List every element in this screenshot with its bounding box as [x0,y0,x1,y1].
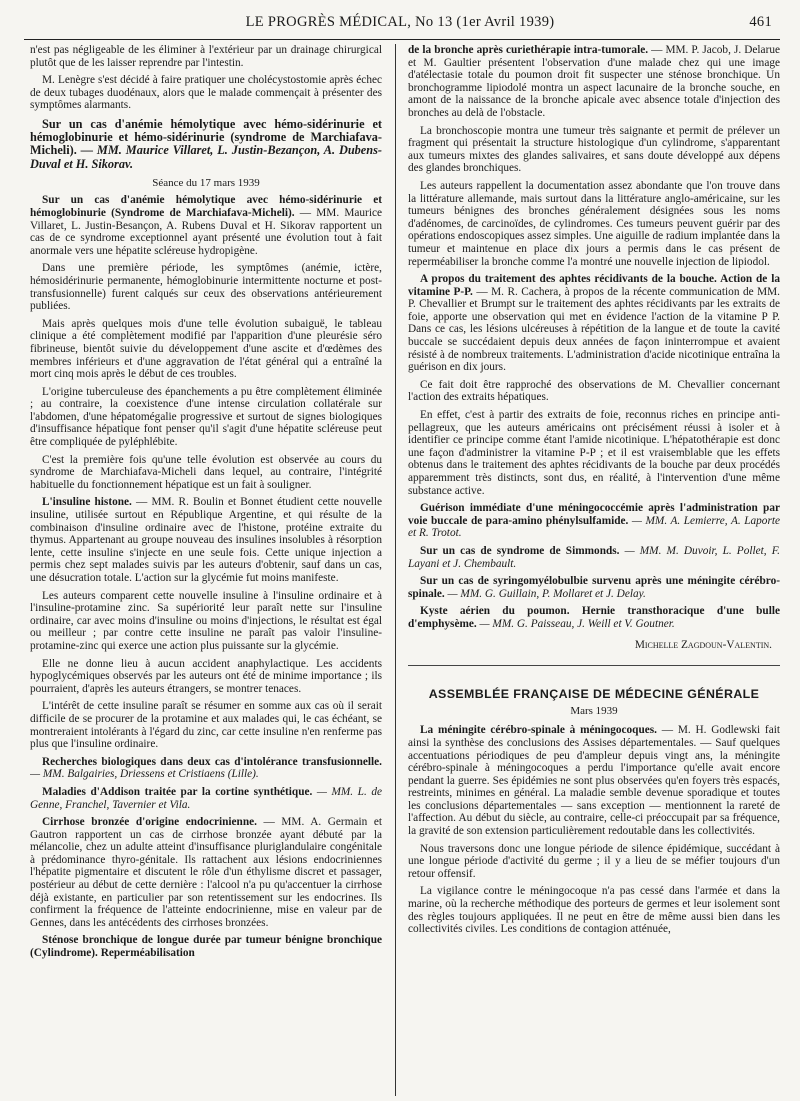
section-text: — MM. G. Paisseau, J. Weill et V. Goutner. [476,617,675,630]
section-title: Sur un cas de syndrome de Simmonds. [420,544,620,557]
column-divider [395,44,396,1096]
paragraph: Dans une première période, les symptômes (anémie, ictère, hémosidérinurie permanente, hémoglobinurie intermittente nocturne et post-transfusionnelle) furent calqués sur ceux des observations antérieurement publiées. [30,262,382,313]
paragraph [30,756,382,781]
paragraph: M. Lenègre s'est décidé à faire pratiquer une cholécystostomie après échec de deux tubages duodénaux, alors que le malade commençait à présenter des symptômes alarmants. [30,74,382,112]
assembly-title: ASSEMBLÉE FRANÇAISE DE MÉDECINE GÉNÉRALE [428,687,760,702]
paragraph: Mais après quelques mois d'une telle évolution subaiguë, le tableau clinique a été complètement modifié par l'apparition d'une pleurésie séro fibrineuse, bientôt suivie du développement d'une ascite et d'œdèmes des membres inférieurs et d'une aggravation de l'état général qui a entraîné la mort cinq mois après le début de ces troubles. [30,317,382,381]
section-text: — M. R. Cachera, à propos de la récente communication de MM. P. Chevallier et Brumpt sur le traitement des aphtes récidivants par les extraits de foie, apporte une observation qui met en évidence l'action de la vitamine P P. Dans ce cas, les lésions ulcéreuses à répétition de la langue et de toute la cavité buccale se succédaient depuis deux années de façon ininterrompue et avaient résisté à de nombreux traitements. L'administration d'acide nicotinique entraîna la guérison en dix jours. [408,285,780,374]
section-text: — MM. G. Guillain, P. Mollaret et J. Delay. [444,587,646,600]
section-rule [408,665,780,666]
paragraph [408,605,780,630]
section-text: — MM. P. Jacob, J. Delarue et M. Gaultier présentent l'observation d'une malade chez qui une image d'atélectasie totale du poumon droit fit suspecter une sténose bronchique. Un bronchogramme lipiodolé montra un aspect lacunaire de la bronche souche, en amont de la naissance de la bronche apicale avec absence totale d'injection des bronches au delà de l'obstacle. [408,44,780,119]
paragraph [408,545,780,570]
paragraph: Nous traversons donc une longue période de silence épidémique, succédant à une longue période d'activité du germe ; il y a lieu de se méfier toujours d'un retour offensif. [408,842,780,880]
section-text: — MM. Balgairies, Driessens et Cristiaens (Lille). [30,768,259,781]
paragraph: La bronchoscopie montra une tumeur très saignante et permit de prélever un fragment qui présentait la structure histologique d'un cylindrome, s'apparentant aux tumeurs mixtes des glandes salivaires, et sans doute développé aux dépens des glandes bronchiques. [408,124,780,175]
header-rule [24,39,780,40]
paragraph [30,816,382,929]
paragraph [408,44,780,120]
paragraph: En effet, c'est à partir des extraits de foie, reconnus riches en principe anti-pellagreux, que les auteurs américains ont précisément réussi à isoler et à identifier ce principe comme étant l'amide nicotinique. L'hépatothérapie est donc une façon d'administrer la vitamine P-P ; et il est vraisemblable que les effets obtenus dans le traitement des aphtes récidivants de la bouche par deux procédés apparemment très distincts, sont dus, en réalité, à l'intervention d'une même substance active. [408,409,780,497]
paragraph: Les auteurs rappellent la documentation assez abondante que l'on trouve dans la littérature allemande, mais surtout dans la littérature anglo-américaine, sur les tumeurs bénignes des bronches généralement désignées sous les noms d'adénomes, de carcinoïdes, de cylindromes. Ces tumeurs peuvent guérir par des opérations endoscopiques assez simples. Une aiguille de radium implantée dans la tumeur et maintenue en place dix jours a permis dans le cas présent de reperméabiliser la bronche comme l'a montré une nouvelle injection de lipiodol. [408,179,780,268]
paragraph: Les auteurs comparent cette nouvelle insuline à l'insuline ordinaire et à l'insuline-protamine zinc. Sa supériorité leur paraît nette sur l'insuline ordinaire, car avec moins d'insuline ou moins d'injections, le résultat est égal ou meilleur ; par contre cette insuline ne paraît pas valoir l'insuline-protamine-zinc qui exerce une action plus puissante sur la glycémie. [30,589,382,652]
paragraph: n'est pas négligeable de les éliminer à l'extérieur par un drainage chirurgical plutôt que de les laisser reprendre par l'intestin. [30,44,382,69]
session-date: Séance du 17 mars 1939 [152,176,260,189]
section-title: de la bronche après curiethérapie intra-tumorale. [408,44,649,56]
author-signature: Michelle Zagdoun-Valentin. [634,638,772,651]
section-authors: — MM. Maurice Villaret, L. Justin-Bezançon, A. Dubens-Duval et H. Sikorav. [30,143,382,171]
paragraph [30,194,382,257]
paragraph [30,786,382,811]
section-title: A propos du traitement des aphtes récidivants de la bouche. Action de la vitamine P-P. [408,273,780,298]
paragraph [408,273,780,374]
paragraph [30,496,382,584]
page-header [28,14,772,36]
section-title: Sur un cas de syringomyélobulbie survenu après une méningite cérébro-spinale. [408,575,780,600]
paragraph [30,934,382,959]
section-title: Sur un cas d'anémie hémolytique avec hémo-sidérinurie et hémoglobinurie (Syndrome de Marchiafava-Micheli). [30,194,382,219]
paragraph: C'est la première fois qu'une telle évolution est observée au cours du syndrome de Marchiafava-Micheli dans lequel, au contraire, l'intégrité habituelle du fonctionnement hépatique est un fait à souligner. [30,453,382,491]
paragraph [408,502,780,540]
section-title: Guérison immédiate d'une méningococcémie après l'administration par voie buccale de para-amino phénylsulfamide. [408,502,780,527]
section-title: Sur un cas d'anémie hémolytique avec hémo-sidérinurie et hémoglobinurie et hémo-sidérinurie (syndrome de Marchiafava-Micheli). [30,116,382,158]
paragraph [408,724,780,837]
section-text: — MM. M. Duvoir, L. Pollet, F. Layani et J. Chembault. [408,544,780,570]
left-column [30,44,382,1094]
section-title: Maladies d'Addison traitée par la cortine synthétique. [42,785,313,798]
paragraph: Elle ne donne lieu à aucun accident anaphylactique. Les accidents hypoglycémiques observés par les auteurs ont été de minime importance ; ils pourraient, d'après les auteurs étrangers, se montrer tenaces. [30,657,382,695]
paragraph: La vigilance contre le méningocoque n'a pas cessé dans l'armée et dans la marine, où la recherche méthodique des porteurs de germes et leur isolement sont des règles toujours appliquées. Il ne peut en être de même aussi bien dans les collectivités civiles. Les conditions de contagion atténuée, [408,885,780,936]
section-title: La méningite cérébro-spinale à méningocoques. [420,724,657,737]
section-title: Kyste aérien du poumon. Hernie transthoracique d'une bulle d'emphysème. [408,605,780,630]
assembly-date: Mars 1939 [570,704,618,717]
section-text: — MM. Maurice Villaret, L. Justin-Besançon, A. Rubens Duval et H. Sikorav rapportent un cas de ce syndrome exceptionnel ayant présenté une évolution tout à fait anormale vers une hépatite scléreuse hydropigène. [30,206,382,257]
section-title: Sténose bronchique de longue durée par tumeur bénigne bronchique (Cylindrome). Reperméabilisation [30,934,382,960]
right-column [408,44,780,1094]
paragraph: L'intérêt de cette insuline paraît se résumer en somme aux cas où il serait difficile de se procurer de la protamine et aux malades qui, le cas échéant, se montreraient intolérants à l'égard du zinc, car cette insuline n'en renferme pas plus que l'insuline ordinaire. [30,700,382,751]
section-text: — M. H. Godlewski fait ainsi la synthèse des conclusions des Assises départementales. — Sauf quelques accentuations périodiques de peu d'ampleur depuis vingt ans, la méningite cérébro-spinale à méningocoques a perdu l'importance qu'elle avait encore pendant la guerre. Ses épidémies ne sont plus observées qu'en foyers très espacés, restreints, minimes en général. La maladie semble devenue sporadique et toutes les conclusions départementales — sans exception — mentionnent la rareté de l'affection. Au début du siècle, au contraire, celle-ci préoccupait par sa fréquence, la gravité de son extension particulièrement redoutable dans les collectivités. [408,724,780,838]
paragraph [408,575,780,600]
paragraph: L'origine tuberculeuse des épanchements a pu être complètement éliminée ; au contraire, la coexistence d'une intense circulation collatérale sur l'abdomen, d'une hépatomégalie progressive et surtout de signes biologiques d'insuffisance hépatique font penser qu'il s'agit d'une hépatite scléreuse peut être compliquée de pyléphlébite. [30,385,382,449]
section-title: L'insuline histone. [42,496,132,509]
paragraph: Ce fait doit être rapproché des observations de M. Chevallier concernant l'action des extraits hépatiques. [408,378,780,404]
journal-title: LE PROGRÈS MÉDICAL, No 13 (1er Avril 1939) [245,14,555,30]
section-text: — MM. A. Germain et Gautron rapportent un cas de cirrhose bronzée ayant débuté par la mélancolie, chez un adulte atteint d'insuffisance pluriglandulaire congénitale à prédominance thyro-génitale. Ils rattachent aux lésions endocriniennes l'hépatite pigmentaire et discutent le rôle d'un éthylisme discret et passager, postérieur au début de cette dernière : l'alcool n'a pu qu'accentuer la cirrhose déjà existante, en particulier par son retentissement sur les endocrines. Ils confirment la fréquence de l'atteinte endocrinienne, mise en valeur par de Gennes, dans les antécédents des cirrhoses bronzées. [30,816,382,929]
section-title: Cirrhose bronzée d'origine endocrinienne. [42,816,257,829]
page-number: 461 [749,14,772,30]
section-title: Recherches biologiques dans deux cas d'intolérance transfusionnelle. [42,755,382,768]
section-text: — MM. L. de Genne, Franchel, Tavernier et Vila. [30,785,382,811]
section-text: — MM. A. Lemierre, A. Laporte et R. Trotot. [408,514,780,540]
section-heading [30,118,382,171]
section-text: — MM. R. Boulin et Bonnet étudient cette nouvelle insuline, utilisée surtout en République Argentine, et qui résulte de la combinaison d'insuline ordinaire avec de l'histone, protéine extraite du thymus. Appartenant au groupe nouveau des insulines insolubles à résorption lente, cette insuline s'injecte en une seule fois. Cette unique injection a permis chez sept malades suivis par les auteurs d'obtenir, sauf dans un cas, une désucration totale. L'action sur la glycémie fut moins manifeste. [30,496,382,584]
